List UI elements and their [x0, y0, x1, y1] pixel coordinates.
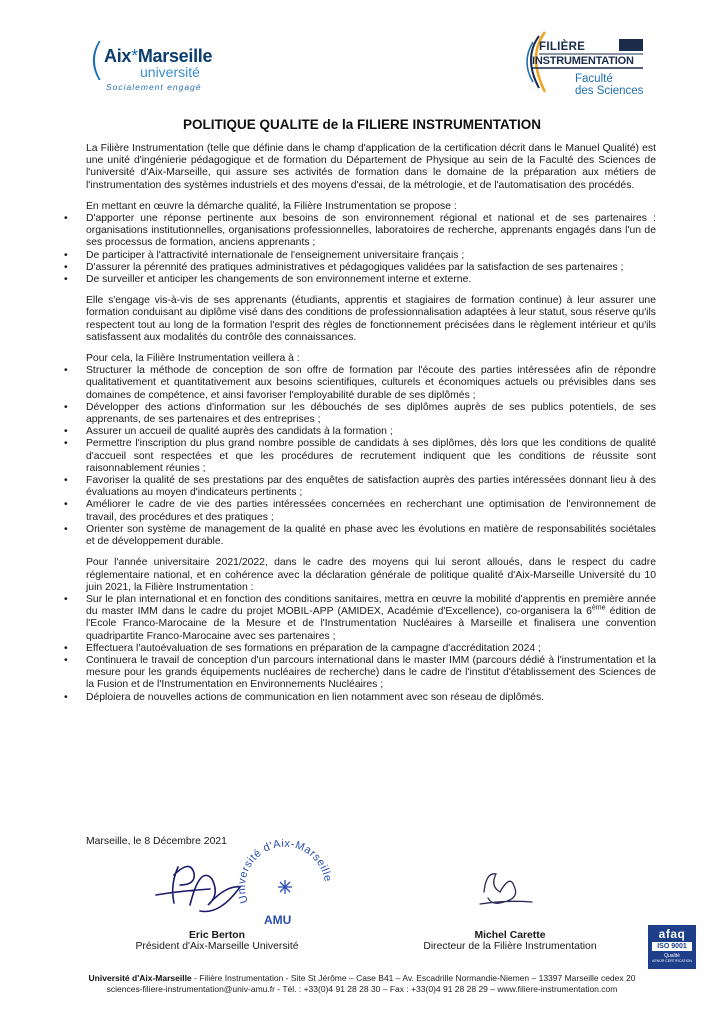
- section1-list: [64, 213, 656, 286]
- list-item: • Permettre l'inscription du plus grand nombre possible de candidats à ses diplômes, dès lors que les conditions de qualité d'accueil sont respectées et que les procédures de recrutement indiquent que les conditions de réussite sont raisonnablement réunies ;: [64, 438, 656, 474]
- section3-lead: Pour l'année universitaire 2021/2022, dans le cadre des moyens qui lui seront alloués, dans le respect du cadre réglementaire national, et en cohérence avec la déclaration générale de politique qualité d'Aix-Marseille Université du 10 juin 2021, la Filière Instrumentation :: [86, 557, 656, 593]
- list-item: • Développer des actions d'information sur les débouchés de ses diplômes auprès de ses publics potentiels, de ses apprenants, de ses partenaires et des entreprises ;: [64, 401, 656, 426]
- svg-text:AMU: AMU: [264, 913, 292, 927]
- bullet-icon: •: [64, 438, 68, 450]
- list-item: • Orienter son système de management de la qualité en phase avec les évolutions en matière de responsabilités sociétales et de développement durable.: [64, 523, 656, 548]
- list-item: • Assurer un accueil de qualité auprès des candidats à la formation ;: [64, 426, 393, 438]
- amu-logo: [88, 34, 238, 96]
- signer-president: [72, 930, 362, 952]
- list-item: • D'assurer la pérennité des pratiques administratives et pédagogiques validées par la satisfaction de ses partenaires ;: [64, 261, 624, 273]
- footer-org: Université d'Aix-Marseille: [88, 973, 192, 983]
- filiere-logo-line1: FILIÈRE: [539, 41, 586, 53]
- bullet-icon: •: [64, 213, 68, 225]
- list-item: • Continuera le travail de conception d'un parcours international dans le master IMM (parcours dédié à l'instrumentation et la mesure pour les grands équipements nucléaires de recherche) dans le cadre de l'institut d'établissement des Sciences de la Fusion et de l'Instrumentation en Environnements Nucléaires ;: [64, 654, 656, 691]
- signer-role: Directeur de la Filière Instrumentation: [423, 941, 597, 952]
- section3-list: [64, 593, 656, 704]
- engagement-paragraph: Elle s'engage vis-à-vis de ses apprenants (étudiants, apprentis et stagiaires de formation continue) à leur assurer une formation conduisant au diplôme visé dans des conditions de professionnalisation adaptées à leur statut, sous réserve qu'ils respectent tout au long de la formation l'esprit des règles de fonctionnement précisées dans le règlement intérieur et qu'ils satisfassent aux modalités du contrôle des connaissances.: [86, 295, 656, 343]
- bullet-icon: •: [64, 274, 68, 286]
- footer-contact: sciences-filiere-instrumentation@univ-amu.fr - Tél. : +33(0)4 91 28 28 30 – Fax : +33(0)4 91 28 28 29 – www.filiere-instrumentation.com: [106, 984, 618, 994]
- signer-name: Eric Berton: [188, 930, 245, 941]
- amu-logo-universite: université: [140, 64, 200, 80]
- list-item: • Améliorer le cadre de vie des parties intéressées concernées en recherchant une optimisation de l'environnement de travail, des procédures et des pratiques ;: [64, 499, 656, 523]
- bullet-icon: •: [64, 523, 68, 535]
- filiere-logo-line4: des Sciences: [575, 85, 644, 97]
- amu-logo-name: Aix*Marseille: [104, 46, 213, 66]
- list-item: • Structurer la méthode de conception de son offre de formation par l'écoute des parties intéressées afin de répondre qualitativement et quantitativement aux besoins scientifiques, culturels et économiques actuels ou prévisibles dans ses domaines de compétence, et ainsi favoriser l'employabilité durable de ses diplômés ;: [64, 365, 656, 401]
- signer-role: Président d'Aix-Marseille Université: [135, 941, 299, 952]
- footer-address: - Filière Instrumentation - Site St Jérôme – Case B41 – Av. Escadrille Normandie-Niemen – 13397 Marseille cedex 20: [191, 973, 636, 983]
- intro-paragraph: La Filière Instrumentation (telle que définie dans le champ d'application de la certification décrit dans le Manuel Qualité) est une unité d'ingénierie pédagogique et de formation du Département de Physique au sein de la Faculté des Sciences de l'université d'Aix-Marseille, qui assure ses activités de formation dans le domaine de la préparation aux métiers de l'instrumentation des systèmes industriels et des moyens d'essai, de la métrologie, et de l'automatisation des procédés.: [86, 143, 656, 191]
- bullet-icon: •: [64, 691, 68, 703]
- document-body: [64, 143, 656, 713]
- amu-logo-tagline: Socialement engagé: [106, 82, 202, 92]
- bullet-icon: •: [64, 401, 68, 413]
- svg-text:Université d'Aix-Marseille: Université d'Aix-Marseille: [235, 837, 334, 905]
- bullet-icon: •: [64, 654, 68, 666]
- signer-director: [360, 930, 660, 952]
- list-item: • Déploiera de nouvelles actions de communication en lien notamment avec son réseau de diplômés.: [64, 691, 545, 703]
- bullet-icon: •: [64, 249, 68, 261]
- bullet-icon: •: [64, 261, 68, 273]
- list-item: • Effectuera l'autoévaluation de ses formations en préparation de la campagne d'accréditation 2024 ;: [64, 642, 541, 654]
- list-item: • De surveiller et anticiper les changements de son environnement interne et externe.: [64, 274, 472, 286]
- list-item: • Favoriser la qualité de ses prestations par des enquêtes de satisfaction auprès des parties intéressées donnant lieu à des évaluations au moyen d'indicateurs pertinents ;: [64, 475, 656, 499]
- filiere-logo-line2: INSTRUMENTATION: [532, 55, 634, 67]
- bullet-icon: •: [64, 365, 68, 377]
- filiere-instrumentation-logo: [523, 26, 645, 102]
- afaq-iso-9001-badge: afaq ISO 9001 Qualité AFNOR CERTIFICATION: [648, 925, 696, 969]
- university-stamp: [230, 832, 340, 944]
- page-footer: [0, 973, 724, 995]
- bullet-icon: •: [64, 642, 68, 654]
- bullet-icon: •: [64, 426, 68, 438]
- list-item: • Sur le plan international et en fonction des conditions sanitaires, mettra en œuvre la mobilité d'apprentis en première année du master IMM dans le cadre du projet MOBIL-APP (AMIDEX, Académie d'Excellence), co-organisera la 6ème édition de l'Ecole Franco-Marocaine de la Mesure et de l'Instrumentation Nucléaires à Marseille et finalisera une convention quadripartite Franco-Marocaine avec ses partenaires ;: [64, 593, 656, 642]
- bullet-icon: •: [64, 475, 68, 487]
- place-date: Marseille, le 8 Décembre 2021: [86, 836, 227, 847]
- list-item: • D'apporter une réponse pertinente aux besoins de son environnement régional et national et de ses partenaires : organisations institutionnelles, organisations professionnelles, laboratoires de recherche, apprenants engagés dans l'un de ses processus de formation, anciens apprenants ;: [64, 213, 656, 249]
- bullet-icon: •: [64, 499, 68, 511]
- section2-lead: Pour cela, la Filière Instrumentation veillera à :: [86, 353, 300, 365]
- section2-list: [64, 365, 656, 548]
- document-title: POLITIQUE QUALITE de la FILIERE INSTRUMENTATION: [182, 117, 541, 132]
- list-item: • De participer à l'attractivité internationale de l'enseignement universitaire français ;: [64, 249, 465, 261]
- signer-name: Michel Carette: [474, 930, 546, 941]
- bullet-icon: •: [64, 593, 68, 605]
- signature-michel-carette: [470, 862, 540, 914]
- amu-logo-bracket-icon: (: [88, 34, 106, 85]
- filiere-logo-line3: Faculté: [575, 73, 613, 85]
- section1-lead: En mettant en œuvre la démarche qualité, la Filière Instrumentation se propose :: [86, 200, 457, 212]
